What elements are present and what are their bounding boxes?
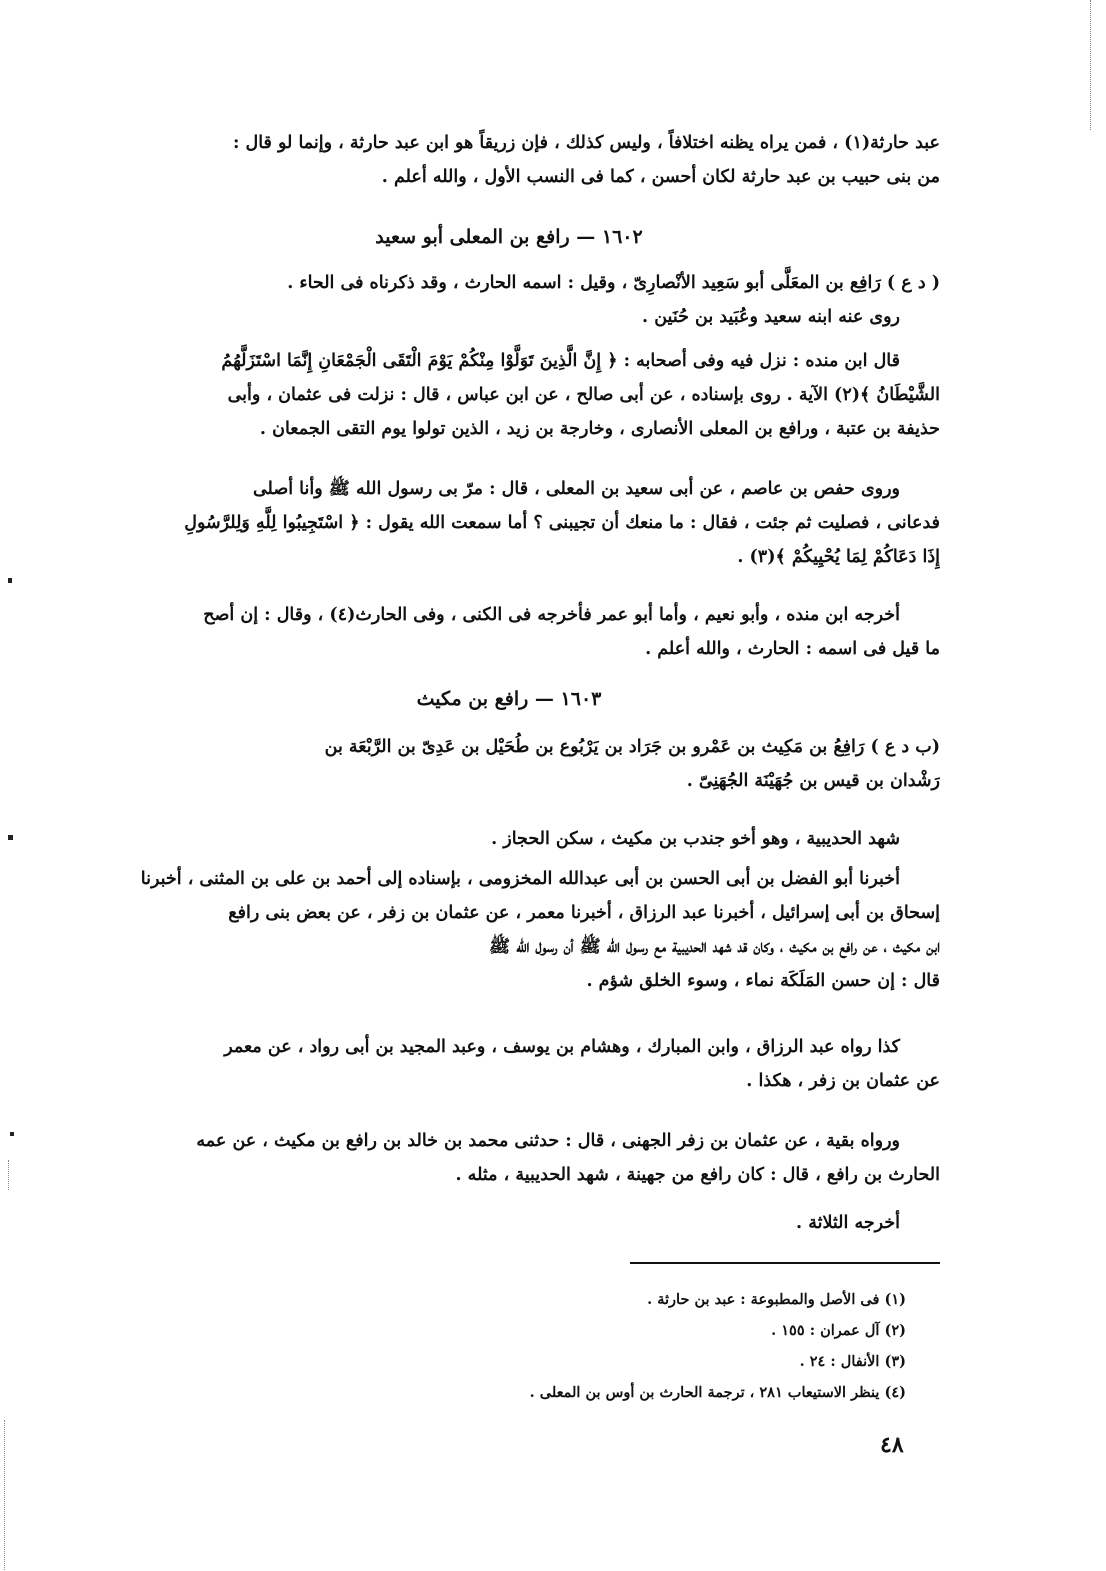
entry-1603-para-2 [78,862,940,998]
entry-1603-para-1 [78,822,940,856]
top-continuation [78,126,940,194]
text-line: أخبرنا أبو الفضل بن أبى الحسن بن أبى عبدالله المخزومى ، بإسناده إلى أحمد بن على بن المثنى ، أخبرنا [140,869,900,889]
entry-1603-heading: ١٦٠٣ — رافع بن مكيث [416,688,602,710]
text-line: الشَّيْطَانُ ﴾(٢) الآية . روى بإسناده ، عن أبى صالح ، عن ابن عباس ، قال : نزلت فى عثمان ، وأبى [227,385,940,405]
scan-speck [8,578,12,583]
footnote: (٤) ينظر الاستيعاب ٢٨١ ، ترجمة الحارث بن أوس بن المعلى . [529,1384,906,1401]
entry-1603-intro [78,730,940,798]
footnotes [306,1284,906,1408]
text-line: ورواه بقية ، عن عثمان بن زفر الجهنى ، قال : حدثنى محمد بن خالد بن رافع بن مكيث ، عن عمه [196,1131,900,1151]
text-line: ما قيل فى اسمه : الحارث ، والله أعلم . [645,639,940,659]
scan-fold-line [1090,0,1091,130]
footnote-rule [630,1262,940,1264]
page-number: ٤٨ [880,1432,904,1458]
footnote: (١) فى الأصل والمطبوعة : عبد بن حارثة . [647,1291,906,1308]
text-line: عن عثمان بن زفر ، هكذا . [746,1071,940,1091]
text-line: إِذَا دَعَاكُمْ لِمَا يُحْيِيكُمْ ﴾(٣) . [737,547,940,567]
text-line: قال : إن حسن المَلَكَة نماء ، وسوء الخلق شؤم . [586,971,940,991]
entry-1603-para-4 [78,1124,940,1192]
entry-1602-para-3 [78,598,940,666]
text-line: عبد حارثة(١) ، فمن يراه يظنه اختلافاً ، وليس كذلك ، فإن زريقاً هو ابن عبد حارثة ، وإنما لو قال : [232,133,940,153]
text-line: من بنى حبيب بن عبد حارثة لكان أحسن ، كما فى النسب الأول ، والله أعلم . [381,167,940,187]
entry-1602-intro [78,266,940,334]
text-line: (ب د ع ) رَافِعُ بن مَكِيث بن عَمْرو بن جَرَاد بن يَرْبُوع بن طُحَيْل بن عَدِىّ بن الرَّبْعَة بن [324,737,940,757]
entry-1602-para-2 [78,472,940,574]
text-line: أخرجه ابن منده ، وأبو نعيم ، وأما أبو عمر فأخرجه فى الكنى ، وفى الحارث(٤) ، وقال : إن أصح [203,605,900,625]
entry-1602-para-1 [78,344,940,446]
text-line: ( د ع ) رَافِع بن المعَلَّى أبو سَعِيد الأنْصارِىّ ، وقيل : اسمه الحارث ، وقد ذكرناه فى الحاء . [287,273,940,293]
footnote: (٢) آل عمران : ١٥٥ . [771,1322,906,1339]
text-line: وروى حفص بن عاصم ، عن أبى سعيد بن المعلى ، قال : مرّ بى رسول الله ﷺ وأنا أصلى [252,479,900,499]
text-line: كذا رواه عبد الرزاق ، وابن المبارك ، وهشام بن يوسف ، وعبد المجيد بن أبى رواد ، عن معمر [224,1037,900,1057]
text-line: روى عنه ابنه سعيد وعُبَيد بن حُنَين . [642,307,900,327]
text-line: أخرجه الثلاثة . [796,1213,900,1233]
text-line: رَشْدان بن قيس بن جُهَيْنَة الجُهَنِىّ . [686,771,940,791]
text-line: فدعانى ، فصليت ثم جئت ، فقال : ما منعك أن تجيبنى ؟ أما سمعت الله يقول : ﴿ اسْتَجِيبُوا لِلَّهِ وَلِلرَّسُولِ [184,513,940,533]
scan-speck [8,835,13,840]
text-line: قال ابن منده : نزل فيه وفى أصحابه : ﴿ إِنَّ الَّذِينَ تَوَلَّوْا مِنْكُمْ يَوْمَ الْتَقَى الْجَمْعَانِ إِنَّمَا اسْتَزَلَّهُمُ [221,351,900,371]
entry-1603-closing [78,1206,940,1240]
footnote: (٣) الأنفال : ٢٤ . [799,1353,906,1370]
text-line: حذيفة بن عتبة ، ورافع بن المعلى الأنصارى ، وخارجة بن زيد ، الذين تولوا يوم التقى الجمعان . [259,419,940,439]
text-line: ابن مكيث ، عن رافع بن مكيث ، وكان قد شهد الحديبية مع رسول الله ﷺ أن رسول الله ﷺ [489,937,940,957]
text-line: إسحاق بن أبى إسرائيل ، أخبرنا عبد الرزاق ، أخبرنا معمر ، عن عثمان بن زفر ، عن بعض بنى رافع [228,903,940,923]
scan-speck [10,1132,14,1136]
entry-1603-para-3 [78,1030,940,1098]
entry-1602-heading: ١٦٠٢ — رافع بن المعلى أبو سعيد [375,226,643,248]
text-line: الحارث بن رافع ، قال : كان رافع من جهينة ، شهد الحديبية ، مثله . [455,1165,940,1185]
text-line: شهد الحديبية ، وهو أخو جندب بن مكيث ، سكن الحجاز . [491,829,900,849]
scan-fold-line [4,1420,5,1570]
scan-fold-line [8,1160,9,1190]
